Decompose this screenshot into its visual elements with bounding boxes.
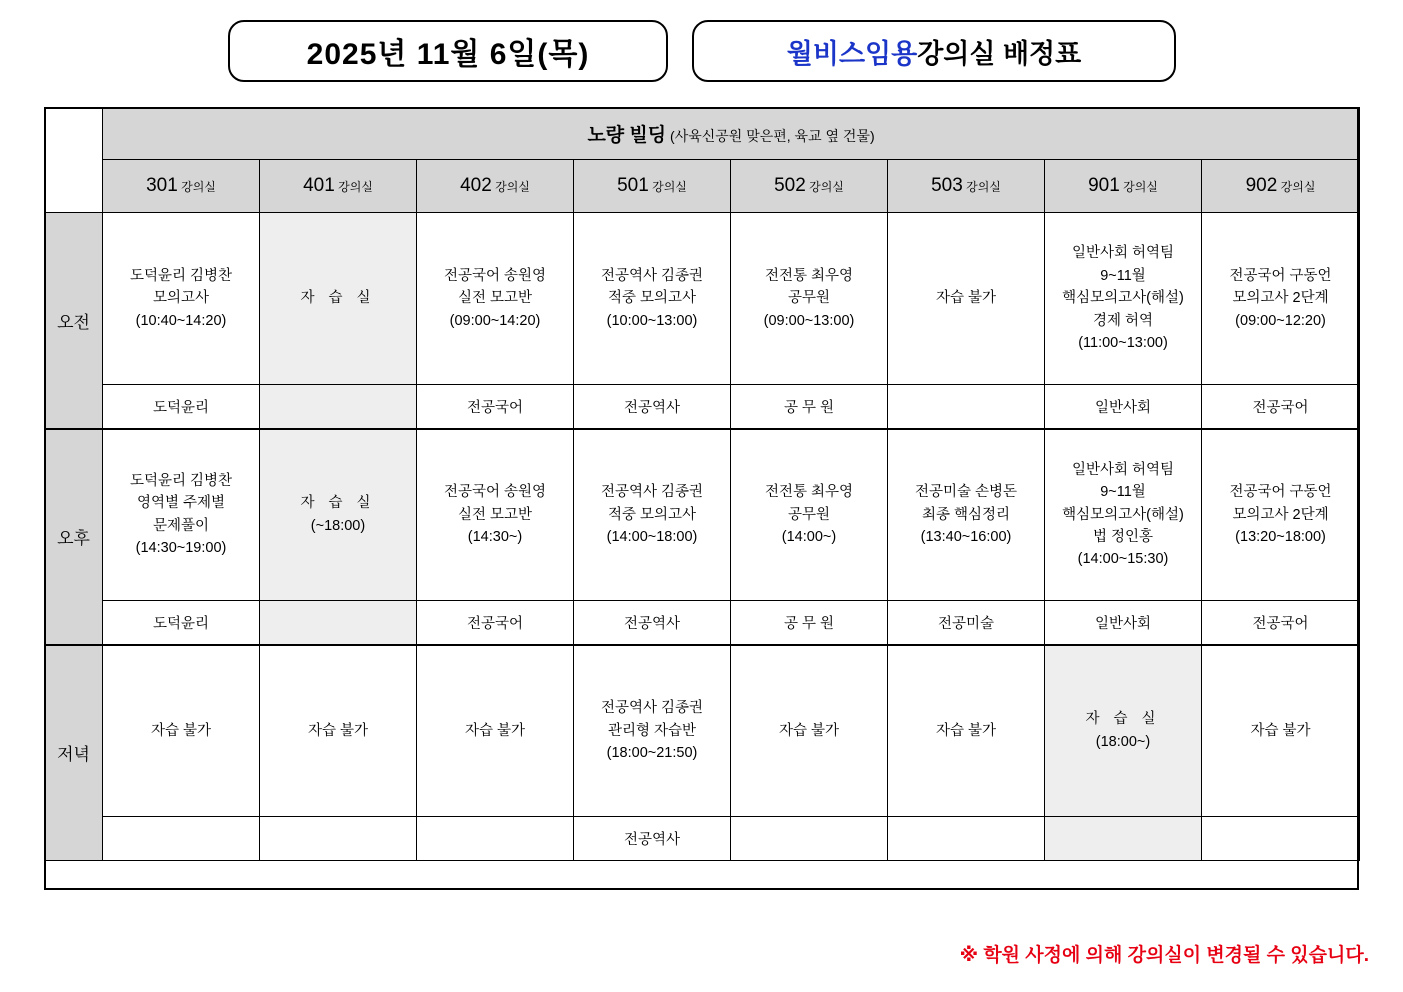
class-line: 모의고사 2단계 [1232,506,1329,523]
class-line: 일반사회 허역팀 [1071,245,1175,262]
room-suffix: 강의실 [334,180,373,194]
class-line: (10:00~13:00) [606,312,698,329]
room-number: 301 [146,175,178,196]
class-line: (18:00~) [1095,733,1151,750]
class-cell-402-오후 [417,429,574,601]
class-line: 자습 불가 [1250,722,1311,739]
class-cell-901-저녁 [1045,645,1202,817]
period-label-오전: 오전 [45,213,103,429]
class-line: 전전통 최우영 [764,267,854,284]
schedule-table [44,107,1360,861]
class-line: 모의고사 2단계 [1232,290,1329,307]
subject-cell-402-오전: 전공국어 [417,385,574,429]
corner-cell [45,108,103,213]
class-cell-301-오후 [103,429,260,601]
subject-cell-902-오전: 전공국어 [1202,385,1360,429]
class-cell-502-오전 [731,213,888,385]
class-line: 자습 불가 [464,722,526,739]
title-brand: 월비스임용 [786,38,918,69]
class-line: 자습 불가 [307,722,369,739]
class-cell-402-저녁 [417,645,574,817]
class-line: (13:40~16:00) [920,528,1012,545]
room-suffix: 강의실 [1277,180,1316,194]
subject-cell-401-저녁 [260,817,417,861]
footnote: ※ 학원 사정에 의해 강의실이 변경될 수 있습니다. [959,945,1369,966]
subject-cell-502-저녁 [731,817,888,861]
class-line: 관리형 자습반 [607,722,697,739]
class-cell-501-저녁 [574,645,731,817]
subject-cell-501-오후: 전공역사 [574,601,731,645]
class-line: 자습 불가 [935,290,997,307]
class-cell-502-오후 [731,429,888,601]
class-line: 핵심모의고사(해설) [1062,290,1184,307]
room-suffix: 강의실 [648,180,687,194]
subject-cell-402-저녁 [417,817,574,861]
class-line: 9~11월 [1100,484,1146,501]
subject-cell-401-오후 [260,601,417,645]
class-line: (09:00~14:20) [449,312,541,329]
room-number: 503 [931,175,963,196]
subject-cell-503-저녁 [888,817,1045,861]
class-line: 모의고사 [152,290,210,307]
room-number: 902 [1245,175,1278,196]
subject-cell-301-오전: 도덕윤리 [103,385,260,429]
class-line: 자습 불가 [935,722,997,739]
class-line: 도덕윤리 김병찬 [129,472,233,489]
class-line: 전공미술 손병돈 [914,484,1018,501]
class-line: (14:00~15:30) [1077,551,1169,568]
class-cell-501-오후 [574,429,731,601]
room-header-901 [1045,160,1202,213]
room-suffix: 강의실 [805,180,844,194]
room-number: 901 [1088,175,1120,196]
subject-cell-902-오후: 전공국어 [1202,601,1360,645]
class-line: 법 정인홍 [1092,528,1154,545]
class-line: (11:00~13:00) [1078,335,1168,352]
subject-cell-901-오전: 일반사회 [1045,385,1202,429]
period-row-오전 [45,213,1360,385]
class-line: 최종 핵심정리 [921,506,1011,523]
class-line: 전전통 최우영 [764,484,854,501]
title-rest: 강의실 배정표 [917,38,1082,69]
subject-cell-301-저녁 [103,817,260,861]
class-line: (13:20~18:00) [1235,528,1326,545]
header [0,20,1403,82]
room-number: 402 [460,175,492,196]
class-line: 적중 모의고사 [607,290,697,307]
class-line: (18:00~21:50) [606,744,698,761]
room-number: 502 [774,175,806,196]
class-line: 전공역사 김종권 [600,267,704,284]
class-line: 전공국어 송원영 [443,267,547,284]
class-cell-401-저녁 [260,645,417,817]
class-line: 문제풀이 [152,517,210,534]
class-cell-902-오전 [1202,213,1360,385]
subject-cell-902-저녁 [1202,817,1360,861]
class-line: 자습 불가 [150,722,212,739]
subject-row-오후 [45,601,1360,645]
class-line: 자 습 실 [300,290,376,307]
class-cell-301-오전 [103,213,260,385]
subject-cell-901-오후: 일반사회 [1045,601,1202,645]
class-line: 9~11월 [1100,267,1146,284]
subject-row-오전 [45,385,1360,429]
class-line: 전공국어 구동언 [1229,267,1332,284]
class-line: 전공역사 김종권 [600,700,704,717]
subject-cell-501-오전: 전공역사 [574,385,731,429]
room-number: 401 [303,175,335,196]
room-number: 501 [617,175,649,196]
class-cell-501-오전 [574,213,731,385]
class-line: 적중 모의고사 [607,506,697,523]
class-line: 영역별 주제별 [136,495,226,512]
period-label-저녁: 저녁 [45,645,103,861]
class-cell-503-오전 [888,213,1045,385]
class-line: (14:30~19:00) [135,540,227,557]
room-header-501 [574,160,731,213]
room-header-402 [417,160,574,213]
class-line: (09:00~13:00) [763,312,855,329]
class-line: 공무원 [787,290,831,307]
room-header-row [45,160,1360,213]
class-line: (09:00~12:20) [1235,312,1326,329]
subject-cell-503-오전 [888,385,1045,429]
class-cell-401-오전 [260,213,417,385]
class-line: 자 습 실 [300,495,376,512]
subject-cell-402-오후: 전공국어 [417,601,574,645]
class-line: 도덕윤리 김병찬 [129,267,233,284]
date-label: 2025년 11월 6일(목) [306,38,590,71]
class-line: 실전 모고반 [457,290,533,307]
room-header-503 [888,160,1045,213]
subject-cell-503-오후: 전공미술 [888,601,1045,645]
class-cell-401-오후 [260,429,417,601]
period-label-오후: 오후 [45,429,103,645]
class-line: 전공국어 송원영 [443,484,547,501]
room-header-301 [103,160,260,213]
class-cell-902-오후 [1202,429,1360,601]
building-header-row [45,108,1360,160]
subject-cell-502-오전: 공 무 원 [731,385,888,429]
room-suffix: 강의실 [962,180,1001,194]
class-cell-902-저녁 [1202,645,1360,817]
subject-cell-301-오후: 도덕윤리 [103,601,260,645]
class-line: 전공국어 구동언 [1229,484,1332,501]
class-line: 경제 허역 [1092,312,1154,329]
subject-cell-501-저녁: 전공역사 [574,817,731,861]
class-line: 실전 모고반 [457,506,533,523]
class-cell-901-오전 [1045,213,1202,385]
building-name: 노량 빌딩 [587,125,667,146]
room-suffix: 강의실 [1119,180,1158,194]
class-line: 전공역사 김종권 [600,484,704,501]
class-cell-502-저녁 [731,645,888,817]
subject-cell-502-오후: 공 무 원 [731,601,888,645]
period-row-오후 [45,429,1360,601]
class-line: 핵심모의고사(해설) [1062,506,1184,523]
class-line: (~18:00) [310,517,366,534]
class-cell-503-저녁 [888,645,1045,817]
period-row-저녁 [45,645,1360,817]
title-pill [692,20,1176,82]
class-cell-402-오전 [417,213,574,385]
room-suffix: 강의실 [177,180,216,194]
class-line: (10:40~14:20) [135,312,227,329]
class-line: 자 습 실 [1085,711,1161,728]
class-cell-503-오후 [888,429,1045,601]
class-line: 자습 불가 [778,722,840,739]
class-cell-901-오후 [1045,429,1202,601]
class-line: (14:00~18:00) [606,528,698,545]
class-line: (14:00~) [781,528,837,545]
room-header-401 [260,160,417,213]
subject-row-저녁 [45,817,1360,861]
room-suffix: 강의실 [491,180,530,194]
date-pill [228,20,668,82]
room-header-502 [731,160,888,213]
class-line: 공무원 [787,506,831,523]
subject-cell-901-저녁 [1045,817,1202,861]
room-header-902 [1202,160,1360,213]
subject-cell-401-오전 [260,385,417,429]
building-note: (사육신공원 맞은편, 육교 옆 건물) [666,128,875,144]
class-line: 일반사회 허역팀 [1071,461,1175,478]
building-header [103,108,1360,160]
class-cell-301-저녁 [103,645,260,817]
class-line: (14:30~) [467,528,523,545]
